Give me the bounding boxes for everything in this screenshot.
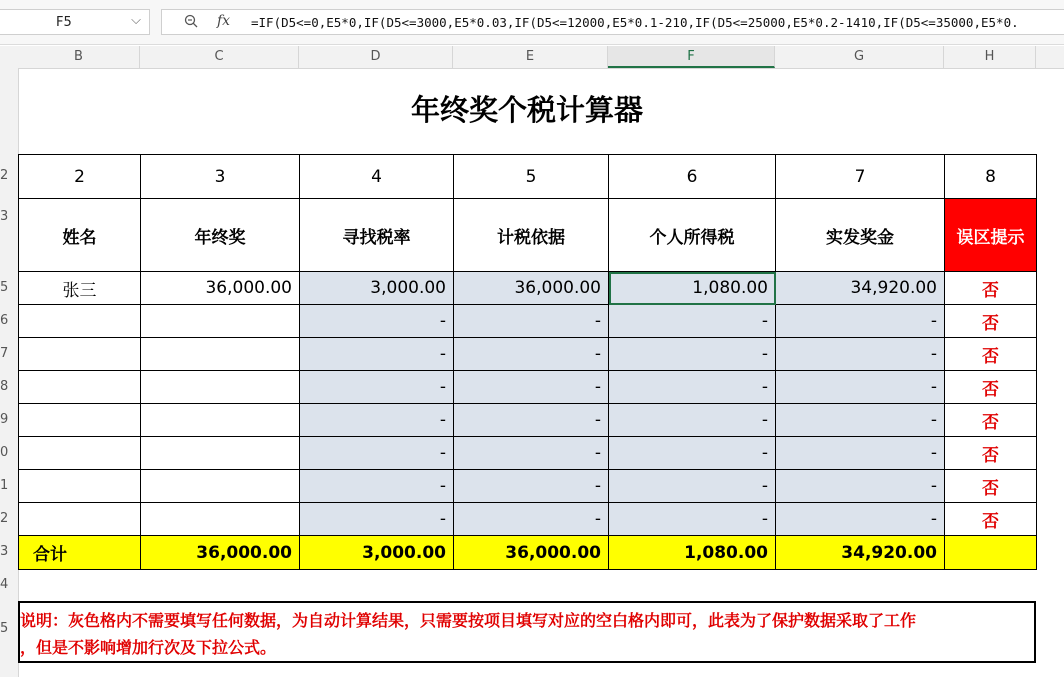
formula-bar <box>0 0 1064 45</box>
column-header-f[interactable]: F <box>608 46 775 68</box>
cell-warning-flag[interactable]: 否 <box>945 371 1037 404</box>
row-header[interactable]: 5 <box>0 621 9 636</box>
header-income-tax[interactable]: 个人所得税 <box>609 199 776 272</box>
row-header[interactable]: 6 <box>0 313 9 328</box>
cell-name[interactable] <box>19 437 141 470</box>
column-number[interactable]: 2 <box>19 155 141 199</box>
total-income-tax[interactable]: 1,080.00 <box>609 536 776 570</box>
table-row <box>19 305 1037 338</box>
cell-warning-flag[interactable]: 否 <box>945 503 1037 536</box>
header-tax-basis[interactable]: 计税依据 <box>454 199 609 272</box>
column-header-b[interactable]: B <box>18 46 140 68</box>
cell-rate-lookup[interactable]: 3,000.00 <box>300 272 454 305</box>
formula-text[interactable]: =IF(D5<=0,E5*0,IF(D5<=3000,E5*0.03,IF(D5<=12000,E5*0.1-210,IF(D5<=25000,E5*0.2-1410,IF(D5<=35000,E5*0. <box>251 15 1019 30</box>
cell-income-tax[interactable]: - <box>609 503 776 536</box>
column-header-bar <box>0 46 1064 69</box>
row-header[interactable]: 3 <box>0 544 9 559</box>
header-net-bonus[interactable]: 实发奖金 <box>776 199 945 272</box>
cell-rate-lookup[interactable]: - <box>300 305 454 338</box>
cell-net-bonus[interactable]: - <box>776 371 945 404</box>
table-row <box>19 503 1037 536</box>
cell-tax-basis[interactable]: - <box>454 371 609 404</box>
column-header-e[interactable]: E <box>453 46 608 68</box>
total-label[interactable]: 合计 <box>19 536 141 570</box>
note-line-1: 说明：灰色格内不需要填写任何数据，为自动计算结果，只需要按项目填写对应的空白格内即可，此表为了保护数据采取了工作 <box>20 611 917 630</box>
column-number[interactable]: 5 <box>454 155 609 199</box>
cell-tax-basis[interactable]: - <box>454 470 609 503</box>
column-number[interactable]: 8 <box>945 155 1037 199</box>
cell-warning-flag[interactable]: 否 <box>945 305 1037 338</box>
fx-icon[interactable]: fx <box>217 13 231 29</box>
row-header[interactable]: 3 <box>0 209 9 224</box>
cell-rate-lookup[interactable]: - <box>300 371 454 404</box>
cell-net-bonus[interactable]: 34,920.00 <box>776 272 945 305</box>
total-row <box>19 536 1037 570</box>
cell-name[interactable] <box>19 404 141 437</box>
cell-name[interactable] <box>19 470 141 503</box>
formula-input[interactable] <box>161 9 1064 35</box>
table-row <box>19 404 1037 437</box>
cell-tax-basis[interactable]: - <box>454 404 609 437</box>
header-warning[interactable]: 误区提示 <box>945 199 1037 272</box>
cell-name[interactable] <box>19 503 141 536</box>
table-row <box>19 371 1037 404</box>
cell-income-tax[interactable]: - <box>609 470 776 503</box>
header-row <box>19 199 1037 272</box>
cell-name[interactable] <box>19 338 141 371</box>
cell-income-tax-selected[interactable]: 1,080.00 <box>609 272 776 305</box>
row-header[interactable]: 4 <box>0 577 9 592</box>
row-header[interactable]: 2 <box>0 511 9 526</box>
cell-tax-basis[interactable]: - <box>454 437 609 470</box>
cell-rate-lookup[interactable]: - <box>300 437 454 470</box>
cell-bonus[interactable] <box>141 371 300 404</box>
cell-net-bonus[interactable]: - <box>776 437 945 470</box>
cell-income-tax[interactable]: - <box>609 437 776 470</box>
zoom-icon[interactable] <box>184 14 198 32</box>
cell-warning-flag[interactable]: 否 <box>945 272 1037 305</box>
cell-net-bonus[interactable]: - <box>776 503 945 536</box>
cell-income-tax[interactable]: - <box>609 338 776 371</box>
cell-tax-basis[interactable]: - <box>454 503 609 536</box>
cell-name[interactable] <box>19 371 141 404</box>
cell-name[interactable] <box>19 305 141 338</box>
total-warning[interactable] <box>945 536 1037 570</box>
cell-tax-basis[interactable]: - <box>454 305 609 338</box>
cell-net-bonus[interactable]: - <box>776 305 945 338</box>
column-header-d[interactable]: D <box>299 46 453 68</box>
column-header-h[interactable]: H <box>944 46 1036 68</box>
cell-tax-basis[interactable]: - <box>454 338 609 371</box>
cell-warning-flag[interactable]: 否 <box>945 437 1037 470</box>
cell-reference: F5 <box>56 15 72 30</box>
table-row <box>19 338 1037 371</box>
cell-rate-lookup[interactable]: - <box>300 503 454 536</box>
total-bonus[interactable]: 36,000.00 <box>141 536 300 570</box>
cell-bonus[interactable] <box>141 503 300 536</box>
cell-rate-lookup[interactable]: - <box>300 470 454 503</box>
column-number-row <box>19 155 1037 199</box>
total-tax-basis[interactable]: 36,000.00 <box>454 536 609 570</box>
cell-bonus[interactable] <box>141 305 300 338</box>
cell-income-tax[interactable]: - <box>609 404 776 437</box>
cell-income-tax[interactable]: - <box>609 371 776 404</box>
tax-calculator-table <box>18 154 1037 570</box>
cell-net-bonus[interactable]: - <box>776 404 945 437</box>
cell-bonus[interactable] <box>141 437 300 470</box>
cell-name[interactable]: 张三 <box>19 272 141 305</box>
column-number[interactable]: 4 <box>300 155 454 199</box>
cell-tax-basis[interactable]: 36,000.00 <box>454 272 609 305</box>
chevron-down-icon[interactable]: ⌵ <box>131 13 141 28</box>
sheet-title: 年终奖个税计算器 <box>410 93 643 127</box>
header-name[interactable]: 姓名 <box>19 199 141 272</box>
table-row <box>19 272 1037 305</box>
cell-warning-flag[interactable]: 否 <box>945 470 1037 503</box>
cell-warning-flag[interactable]: 否 <box>945 404 1037 437</box>
row-header[interactable]: 2 <box>0 168 9 183</box>
table-row <box>19 437 1037 470</box>
cell-warning-flag[interactable]: 否 <box>945 338 1037 371</box>
table-row <box>19 470 1037 503</box>
column-number[interactable]: 6 <box>609 155 776 199</box>
header-rate-lookup[interactable]: 寻找税率 <box>300 199 454 272</box>
column-header-c[interactable]: C <box>140 46 299 68</box>
total-net-bonus[interactable]: 34,920.00 <box>776 536 945 570</box>
cell-bonus[interactable]: 36,000.00 <box>141 272 300 305</box>
cell-bonus[interactable] <box>141 338 300 371</box>
row-header[interactable]: 7 <box>0 346 9 361</box>
row-header[interactable]: 9 <box>0 412 9 427</box>
cell-income-tax[interactable]: - <box>609 305 776 338</box>
cell-bonus[interactable] <box>141 470 300 503</box>
cell-net-bonus[interactable]: - <box>776 338 945 371</box>
column-number[interactable]: 3 <box>141 155 300 199</box>
instruction-note[interactable] <box>18 601 1036 663</box>
row-header-bar <box>0 68 19 677</box>
name-box[interactable] <box>0 9 150 35</box>
row-header[interactable]: 1 <box>0 478 9 493</box>
note-line-2: ，但是不影响增加行次及下拉公式。 <box>20 638 277 657</box>
cell-net-bonus[interactable]: - <box>776 470 945 503</box>
cell-bonus[interactable] <box>141 404 300 437</box>
column-number[interactable]: 7 <box>776 155 945 199</box>
total-rate-lookup[interactable]: 3,000.00 <box>300 536 454 570</box>
column-header-g[interactable]: G <box>775 46 944 68</box>
header-bonus[interactable]: 年终奖 <box>141 199 300 272</box>
row-header[interactable]: 5 <box>0 280 9 295</box>
row-header[interactable]: 8 <box>0 379 9 394</box>
cell-rate-lookup[interactable]: - <box>300 404 454 437</box>
cell-rate-lookup[interactable]: - <box>300 338 454 371</box>
row-header[interactable]: 0 <box>0 445 9 460</box>
